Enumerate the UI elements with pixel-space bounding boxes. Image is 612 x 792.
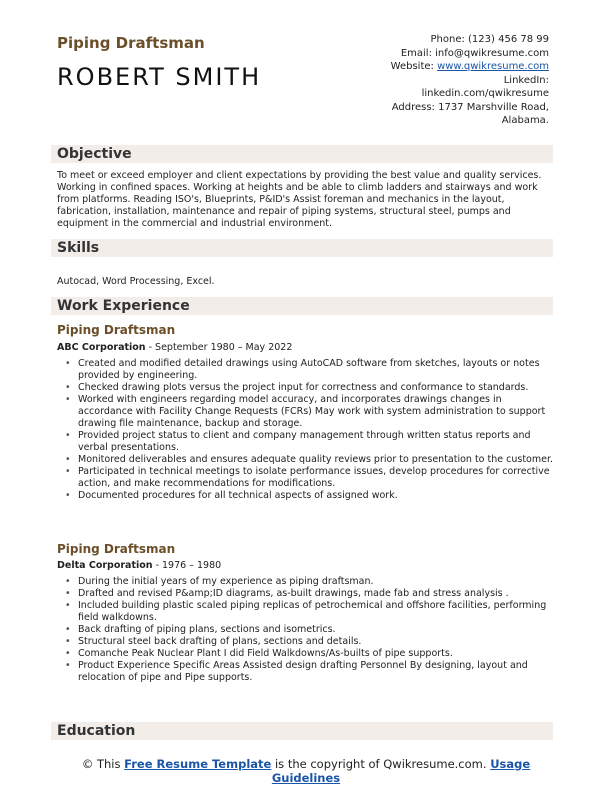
- contact-linkedin-value: linkedin.com/qwikresume: [421, 88, 549, 99]
- objective-text: To meet or exceed employer and client expectations by providing the best value and quality services. Working in confined spaces. Working at heights and be able to climb ladders and stairways and work from platforms. Reading ISO's, Blueprints, P&ID's Assist foreman and mechanics in the layout, fabrication, installation, maintenance and repair of piping systems, structural steel, pumps and equipment in the commercial and industrial environment.: [57, 170, 542, 229]
- list-item: • Provided project status to client and company management through written status reports and verbal presentations.: [57, 430, 553, 454]
- candidate-name: ROBERT SMITH: [57, 63, 262, 91]
- company-name: Delta Corporation: [57, 560, 153, 571]
- website-link[interactable]: www.qwikresume.com: [437, 61, 549, 72]
- job-dates: - 1976 – 1980: [152, 560, 222, 571]
- work-experience-heading: [51, 297, 553, 315]
- education-title: Education: [57, 723, 136, 739]
- job-company-line: [57, 560, 221, 571]
- job-bullets: [57, 358, 553, 502]
- list-item: • Back drafting of piping plans, sections and isometrics.: [57, 624, 553, 636]
- resume-header: [0, 0, 612, 140]
- list-item: • Participated in technical meetings to isolate performance issues, develop procedures for corrective action, and make recommendations for modifications.: [57, 466, 553, 490]
- footer-prefix: © This: [81, 757, 125, 771]
- list-item: • Product Experience Specific Areas Assisted design drafting Personnel By designing, layout and relocation of pipe and Pipe supports.: [57, 660, 553, 684]
- list-item: • Monitored deliverables and ensures adequate quality reviews prior to presentation to the customer.: [57, 454, 553, 466]
- list-item: • Created and modified detailed drawings using AutoCAD software from sketches, layouts or notes provided by engineering.: [57, 358, 553, 382]
- job-company-line: [57, 342, 292, 353]
- free-resume-template-link[interactable]: Free Resume Template: [124, 757, 272, 771]
- contact-phone: Phone: (123) 456 78 99: [430, 34, 549, 45]
- list-item: • Structural steel back drafting of plans, sections and details.: [57, 636, 553, 648]
- objective-title: Objective: [57, 146, 132, 162]
- list-item: • Worked with engineers regarding model accuracy, and incorporates drawings changes in accordance with Facility Change Requests (FCRs) May work with system administration to support drawing file maintenance, backup and storage.: [57, 394, 553, 430]
- list-item: • During the initial years of my experience as piping draftsman.: [57, 576, 553, 588]
- company-name: ABC Corporation: [57, 342, 146, 353]
- footer-middle: is the copyright of Qwikresume.com.: [271, 757, 491, 771]
- job-title: Piping Draftsman: [57, 542, 176, 556]
- website-label: Website:: [390, 61, 438, 72]
- objective-heading: [51, 145, 553, 163]
- list-item: • Comanche Peak Nuclear Plant I did Field Walkdowns/As-builts of pipe supports.: [57, 648, 553, 660]
- list-item: • Documented procedures for all technical aspects of assigned work.: [57, 490, 553, 502]
- skills-text: Autocad, Word Processing, Excel.: [57, 276, 215, 287]
- usage-guidelines-link[interactable]: Usage Guidelines: [271, 757, 531, 785]
- contact-address-line2: Alabama.: [501, 115, 549, 126]
- job-dates: - September 1980 – May 2022: [145, 342, 293, 353]
- copyright-footer: [60, 757, 552, 785]
- work-experience-title: Work Experience: [57, 298, 190, 314]
- contact-email: Email: info@qwikresume.com: [400, 47, 549, 59]
- education-heading: [51, 722, 553, 740]
- header-job-title: Piping Draftsman: [57, 34, 205, 52]
- list-item: • Checked drawing plots versus the project input for correctness and conformance to standards.: [57, 382, 553, 394]
- list-item: • Included building plastic scaled piping replicas of petrochemical and offshore facilities, performing field walkdowns.: [57, 600, 553, 624]
- job-bullets: [57, 576, 553, 684]
- skills-heading: [51, 239, 553, 257]
- contact-block: [309, 33, 549, 128]
- skills-title: Skills: [57, 240, 100, 256]
- contact-linkedin-label: LinkedIn:: [503, 74, 549, 86]
- job-title: Piping Draftsman: [57, 323, 176, 337]
- list-item: • Drafted and revised P&amp;ID diagrams, as-built drawings, made fab and stress analysis .: [57, 588, 553, 600]
- contact-website: [309, 60, 549, 74]
- contact-address-line1: Address: 1737 Marshville Road,: [391, 101, 549, 113]
